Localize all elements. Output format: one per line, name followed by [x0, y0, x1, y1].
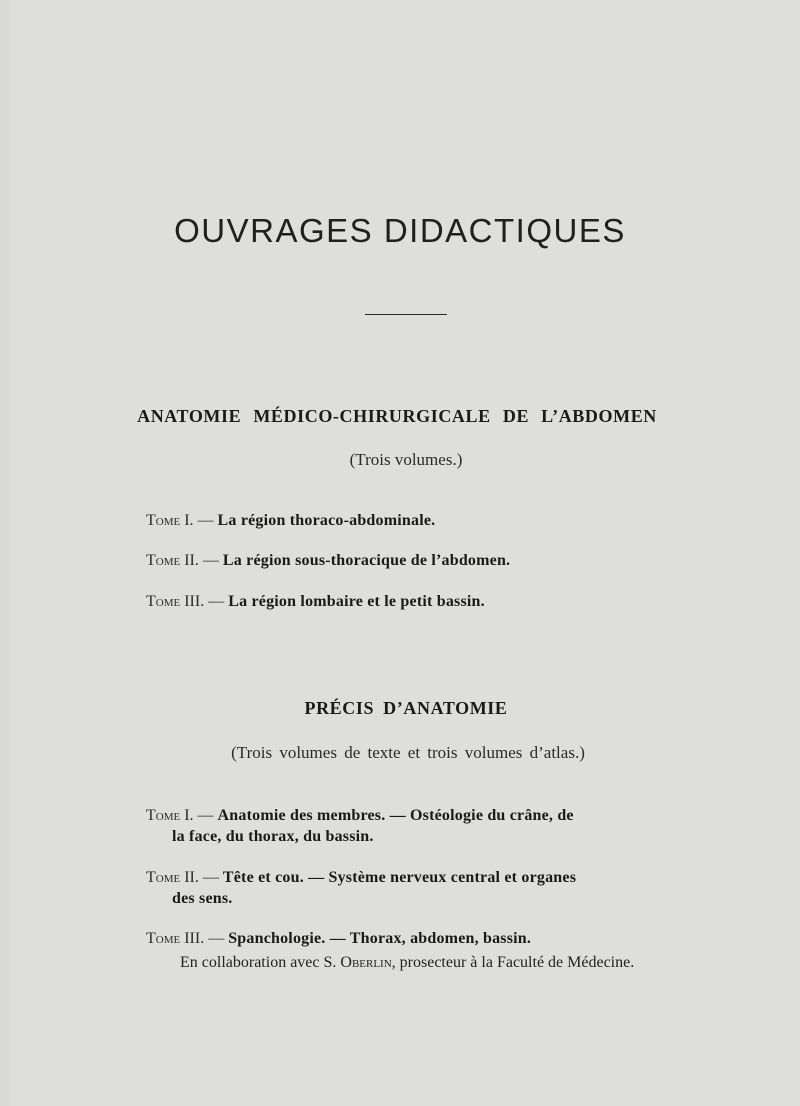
- tome-dash: —: [202, 869, 219, 886]
- tome-label: Tome II.: [146, 552, 199, 569]
- tome-title: La région thoraco-abdominale.: [217, 512, 436, 529]
- tome-label: Tome II.: [146, 869, 199, 886]
- title-divider: [365, 314, 447, 315]
- tome-title: Tête et cou. — Système nerveux central et organes: [222, 869, 577, 886]
- tome-title: La région sous-thoracique de l’abdomen.: [222, 552, 511, 569]
- note-text-before: En collaboration avec S.: [180, 954, 337, 971]
- tome-label: Tome I.: [146, 512, 194, 529]
- tome-label: Tome III.: [146, 930, 205, 947]
- tome-dash: —: [208, 593, 225, 610]
- tome-title: Spanchologie. — Thorax, abdomen, bassin.: [228, 930, 532, 947]
- list-item: [146, 591, 706, 612]
- section-heading-anatomie: ANATOMIE MÉDICO-CHIRURGICALE DE L’ABDOMEN: [137, 406, 657, 426]
- list-item: [146, 928, 706, 949]
- tome-title: La région lombaire et le petit bassin.: [228, 593, 485, 610]
- tome-label: Tome I.: [146, 807, 194, 824]
- tome-dash: —: [197, 512, 214, 529]
- section-subtitle-anatomie: (Trois volumes.): [349, 450, 463, 469]
- tome-dash: —: [197, 807, 214, 824]
- note-author-name: Oberlin: [340, 954, 392, 971]
- collaboration-note: [146, 952, 704, 974]
- note-text-after: , prosecteur à la Faculté de Médecine.: [391, 954, 635, 971]
- tome-label: Tome III.: [146, 593, 205, 610]
- tome-dash: —: [202, 552, 219, 569]
- tome-title-continued: la face, du thorax, du bassin.: [172, 828, 374, 845]
- list-item: [146, 510, 706, 531]
- tome-title: Anatomie des membres. — Ostéologie du crâne, de: [217, 807, 574, 824]
- list-item: [146, 805, 706, 847]
- page-title: OUVRAGES DIDACTIQUES: [174, 212, 626, 249]
- tome-dash: —: [208, 930, 225, 947]
- tome-title-continued: des sens.: [172, 890, 233, 907]
- list-item: [146, 867, 706, 909]
- section-heading-precis: PRÉCIS D’ANATOMIE: [304, 698, 508, 718]
- list-item: [146, 550, 706, 571]
- section-subtitle-precis: (Trois volumes de texte et trois volumes d’atlas.): [231, 743, 585, 762]
